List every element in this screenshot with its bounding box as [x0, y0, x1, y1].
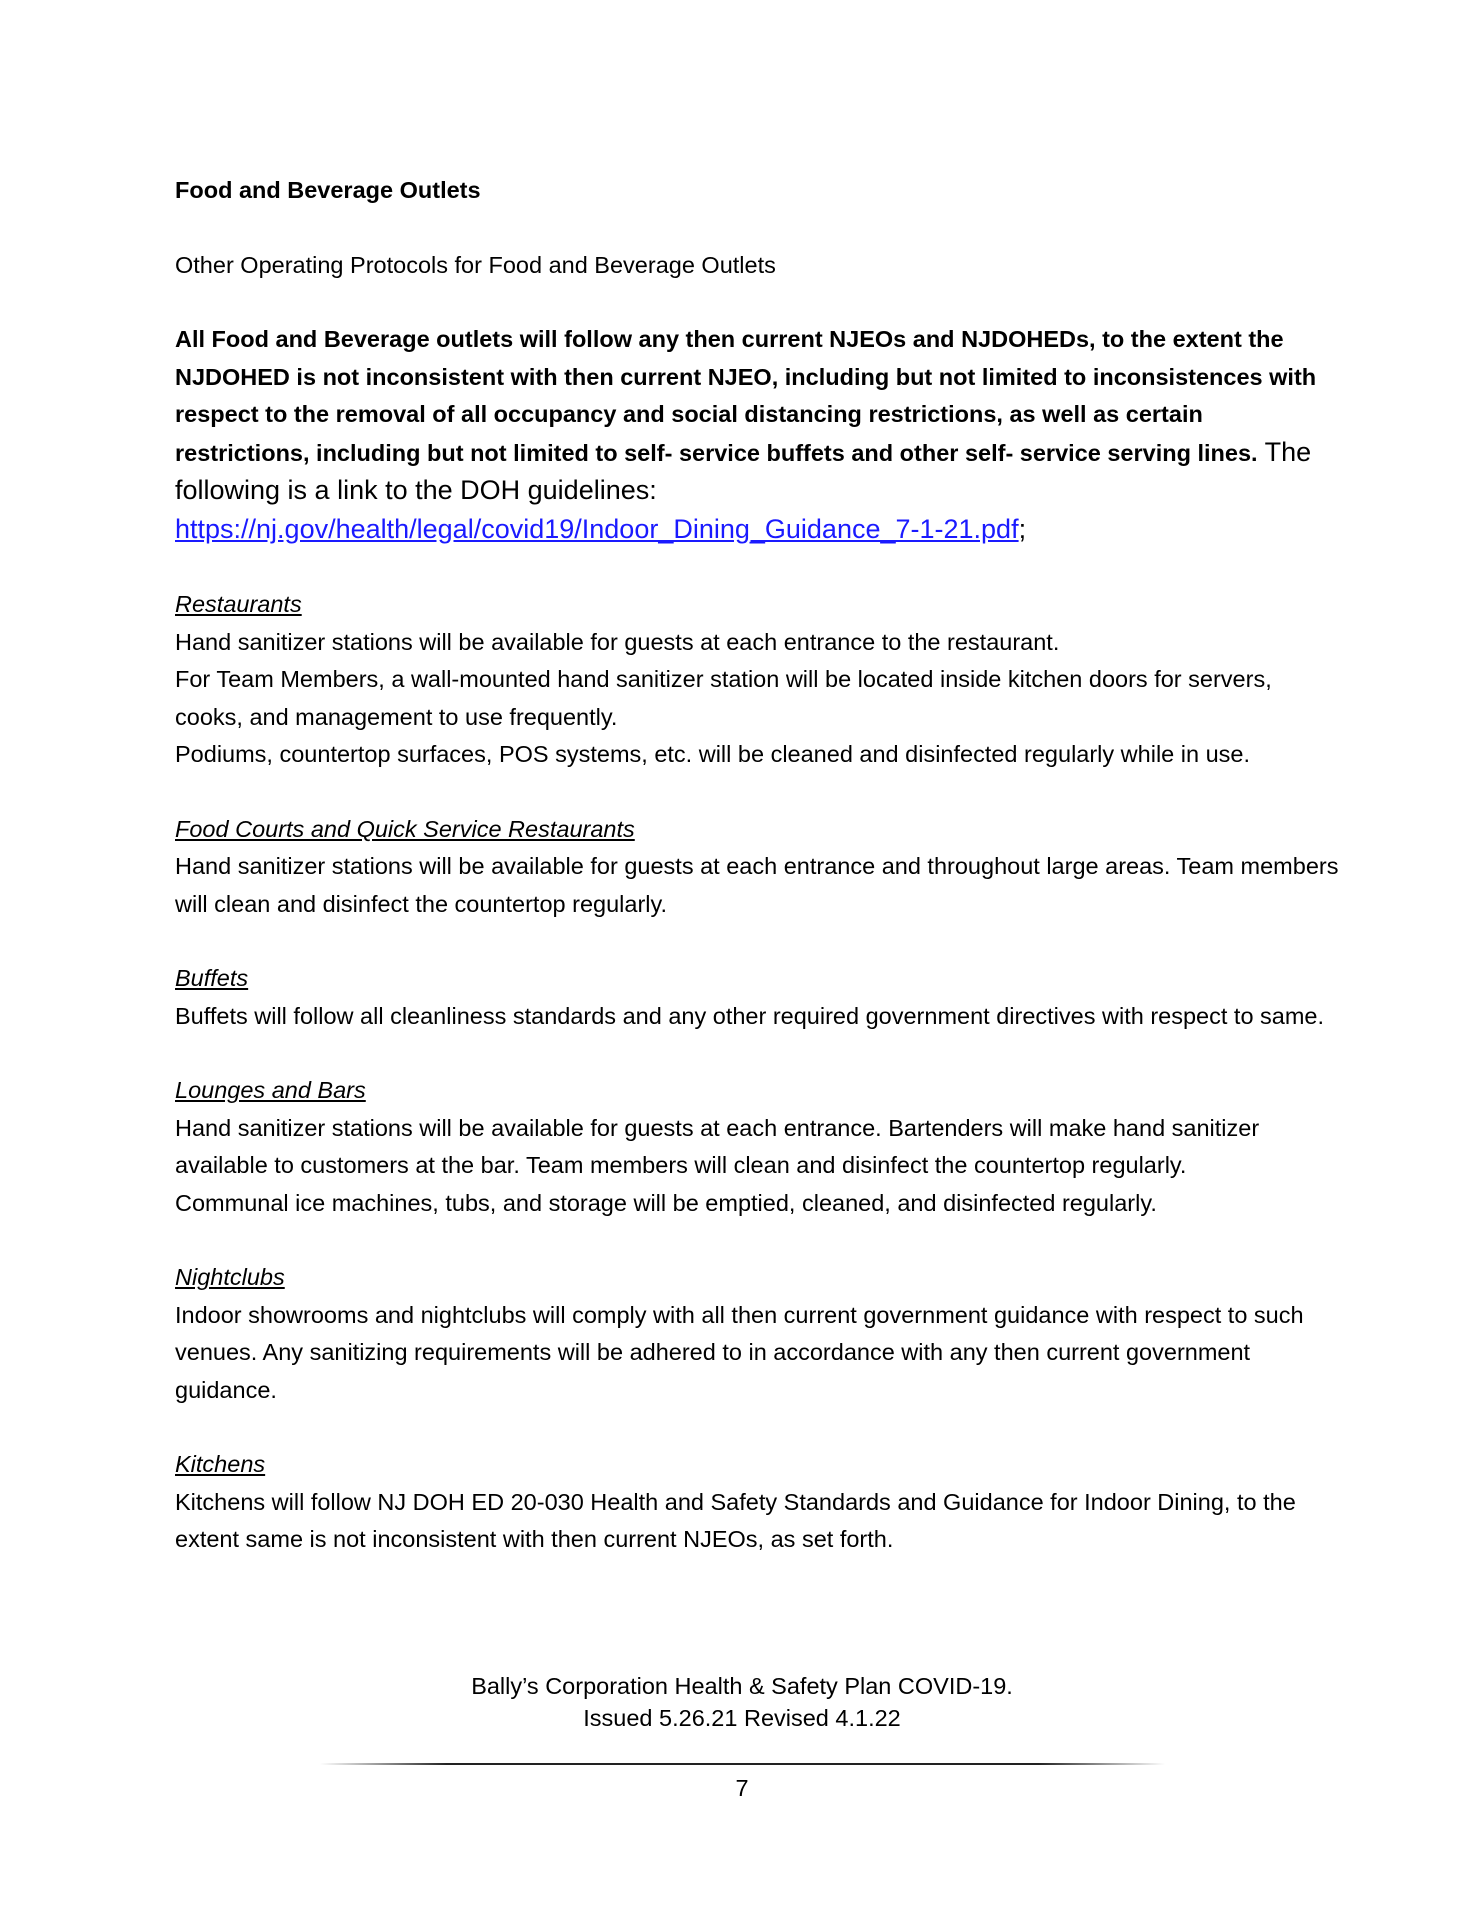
footer-line-2: Issued 5.26.21 Revised 4.1.22 [583, 1705, 901, 1731]
section-line: Indoor showrooms and nightclubs will comply with all then current government guidance with respect to such venues. Any sanitizing requirements will be adhered to in accordance with any then current government guidance. [175, 1301, 1304, 1403]
section-food-courts [175, 811, 1340, 924]
intro-paragraph [175, 321, 1340, 549]
section-title: Nightclubs [175, 1264, 285, 1290]
footer-divider [320, 1763, 1165, 1765]
section-kitchens [175, 1446, 1340, 1559]
section-title: Food Courts and Quick Service Restaurants [175, 815, 635, 842]
section-title: Buffets [175, 965, 249, 991]
page-footer [0, 1670, 1484, 1734]
page-number: 7 [735, 1775, 749, 1801]
page-subheading: Other Operating Protocols for Food and Beverage Outlets [175, 251, 776, 278]
section-line: Hand sanitizer stations will be available for guests at each entrance to the restaurant. [175, 628, 1060, 655]
section-line: Communal ice machines, tubs, and storage will be emptied, cleaned, and disinfected regularly. [175, 1189, 1157, 1216]
page-heading: Food and Beverage Outlets [175, 177, 481, 203]
section-line: Buffets will follow all cleanliness standards and any other required government directives with respect to same. [175, 1002, 1325, 1029]
section-title: Kitchens [175, 1451, 266, 1477]
section-line: Podiums, countertop surfaces, POS systems, etc. will be cleaned and disinfected regularly while in use. [175, 741, 1250, 767]
footer-line-1: Bally’s Corporation Health & Safety Plan COVID-19. [471, 1673, 1013, 1699]
section-buffets [175, 960, 1340, 1035]
section-line: Hand sanitizer stations will be available for guests at each entrance. Bartenders will make hand sanitizer available to customers at the bar. Team members will clean and disinfect the countertop regularly. [175, 1114, 1260, 1178]
section-title: Lounges and Bars [175, 1077, 366, 1103]
page-content [175, 172, 1340, 1559]
doh-guidelines-link[interactable]: https://nj.gov/health/legal/covid19/Indoor_Dining_Guidance_7-1-21.pdf [175, 513, 1019, 544]
section-lounges-bars [175, 1072, 1340, 1222]
section-nightclubs [175, 1259, 1340, 1409]
intro-tail-text: The following is a link to the DOH guidelines: [175, 436, 1312, 505]
section-line: Hand sanitizer stations will be available for guests at each entrance and throughout large areas. Team members will clean and disinfect the countertop regularly. [175, 853, 1339, 917]
section-restaurants [175, 586, 1340, 774]
section-line: For Team Members, a wall-mounted hand sanitizer station will be located inside kitchen doors for servers, cooks, and management to use frequently. [175, 666, 1272, 730]
section-title: Restaurants [175, 591, 302, 617]
link-suffix: ; [1018, 513, 1027, 544]
section-line: Kitchens will follow NJ DOH ED 20-030 Health and Safety Standards and Guidance for Indoor Dining, to the extent same is not inconsistent with then current NJEOs, as set forth. [175, 1488, 1296, 1552]
intro-bold-text: All Food and Beverage outlets will follow any then current NJEOs and NJDOHEDs, to the extent the NJDOHED is not inconsistent with then current NJEO, including but not limited to inconsistences with respect to the removal of all occupancy and social distancing restrictions, as well as certain restrictions, including but not limited to self- service buffets and other self- service serving lines. [175, 326, 1317, 466]
